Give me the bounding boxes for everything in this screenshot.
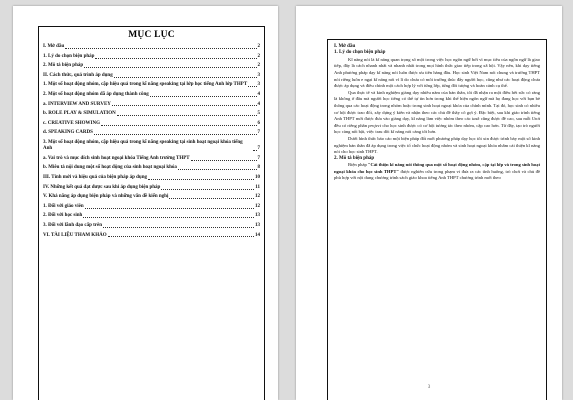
toc-entry-title: a. INTERVIEW AND SURVEY <box>43 101 111 107</box>
toc-entry[interactable] <box>43 121 260 127</box>
toc-entry[interactable] <box>43 92 260 98</box>
bold-title: "Cải thiện kĩ năng nói thông qua một số hoạt động nhóm, cặp tại lớp và trong sinh hoạt ngoại khóa cho học sinh THPT" <box>334 162 540 174</box>
page-number: 3 <box>427 385 431 390</box>
paragraph-text: đều có riêng phần <box>334 122 368 128</box>
toc-entry[interactable] <box>43 223 260 229</box>
toc-entry[interactable] <box>43 194 260 200</box>
toc-leader-dots <box>65 48 256 49</box>
toc-page-number: 14 <box>255 232 260 238</box>
paragraph <box>334 90 540 136</box>
section-heading-description: 2. Mô tả biện pháp <box>334 155 375 161</box>
toc-frame <box>38 26 265 400</box>
toc-entry[interactable] <box>43 140 260 153</box>
toc-page-number: 11 <box>255 184 260 190</box>
toc-page-number: 13 <box>255 213 260 219</box>
toc-entry-title: d. SPEAKING CARDS <box>43 130 93 136</box>
toc-page-number: 7 <box>257 146 260 152</box>
toc-entry[interactable] <box>43 233 260 239</box>
italic-term: project <box>368 122 382 128</box>
toc-list <box>43 44 260 239</box>
content-frame <box>327 39 547 400</box>
toc-entry[interactable] <box>43 111 260 117</box>
content-page <box>296 6 562 400</box>
toc-entry-title: 2. Mô tả biện pháp <box>43 63 84 69</box>
toc-entry[interactable] <box>43 54 260 60</box>
toc-entry-title: 1. Lý do chọn biện pháp <box>43 53 95 59</box>
toc-entry[interactable] <box>43 156 260 162</box>
toc-leader-dots <box>112 105 257 106</box>
toc-entry-title: IV. Những kết quả đạt được sau khi áp dụng biện pháp <box>43 184 161 190</box>
toc-leader-dots <box>169 198 254 199</box>
toc-leader-dots <box>108 236 254 237</box>
toc-entry-title: II. Cách thức, quá trình áp dụng <box>43 72 113 78</box>
paragraph <box>334 162 540 182</box>
toc-leader-dots <box>85 208 254 209</box>
toc-leader-dots <box>178 169 257 170</box>
section-heading-reason: 1. Lý do chọn biện pháp <box>334 50 386 56</box>
toc-entry[interactable] <box>43 82 260 88</box>
toc-page-number: 13 <box>255 222 260 228</box>
paragraph-text: cho học sinh được có cơ hội tương tác theo nhóm, cặp cao hơn. Từ đây, tạo trò người học càng nổi bật, việc trau dồi kĩ năng nói càng tốt hơn. <box>334 122 540 135</box>
toc-entry[interactable] <box>43 73 260 79</box>
toc-leader-dots <box>95 58 256 59</box>
toc-entry-title: 1. Đối với giáo viên <box>43 203 84 209</box>
toc-leader-dots <box>103 227 254 228</box>
toc-title: MỤC LỤC <box>128 30 175 40</box>
toc-leader-dots <box>161 189 254 190</box>
toc-page-number: 4 <box>257 101 260 107</box>
section-heading-intro: I. Mở đầu <box>334 44 356 49</box>
toc-leader-dots <box>94 134 257 135</box>
toc-page-number: 2 <box>257 63 260 69</box>
toc-leader-dots <box>248 86 256 87</box>
toc-page-number: 10 <box>255 175 260 181</box>
toc-page-number: 5 <box>257 111 260 117</box>
toc-page-number: 12 <box>255 203 260 209</box>
italic-term: Unit <box>531 116 541 122</box>
toc-entry-title: b. Miêu tả nội dung một số hoạt động của sinh hoạt ngoại khóa <box>43 165 177 171</box>
toc-entry-title: III. Tính mới và hiệu quả của biện pháp áp dụng <box>43 175 147 181</box>
toc-leader-dots <box>83 217 254 218</box>
toc-entry-title: a. Vai trò và mục đích sinh hoạt ngoại khóa Tiếng Anh trường THPT <box>43 155 190 161</box>
toc-leader-dots <box>101 125 257 126</box>
paragraph-text: được nghiên cứu trong phạm vi đưa ra các tình huống, trò chơi và chủ đề phù hợp với nội dung chương trình sách giáo khoa tiếng Anh THPT chương trình mới theo <box>334 168 540 181</box>
toc-entry[interactable] <box>43 213 260 219</box>
toc-page-number: 7 <box>257 130 260 136</box>
paragraph: Dưới hình thức báo cáo một biện pháp đổi mới phương pháp dạy học tôi xin được trình bày một số kinh nghiệm bản thân đã áp dụng trong việc tổ chức hoạt động nhóm và sinh hoạt ngoại khóa nhằm cải thiện kĩ năng nói cho học sinh THPT. <box>334 135 540 155</box>
toc-page-number: 8 <box>257 165 260 171</box>
toc-entry-title: 3. Đối với lãnh đạo cấp trên <box>43 222 103 228</box>
toc-page-number: 2 <box>257 53 260 59</box>
toc-page <box>13 6 278 400</box>
toc-entry-title: 3. Một số hoạt động nhóm, cặp hiệu quả trong kĩ năng speaking tại sinh hoạt ngoại khóa tiếng Anh <box>43 139 243 152</box>
paragraph: Kĩ năng nói là kĩ năng quan trọng số một trong việc học ngôn ngữ bởi vì mục tiêu của ngôn ngữ là giao tiếp, đây là cách nhanh nhất và nhanh nhất trong mọi hình thức giao tiếp trong xã hội. Vậy nên, khi dạy tiếng Anh phương pháp dạy kĩ năng nói luôn được ưu tiên hàng đầu. Học sinh Việt Nam nói chung và trường THPT nói riêng luôn e ngại kĩ năng nói vì lí do chưa có môi trường thúc đẩy người học, cũng như các hoạt động chưa được áp dụng và điều chỉnh một cách hợp lý với từng lớp, từng đối tượng và hoàn cảnh cụ thể. <box>334 56 540 89</box>
paragraph-text: Biện pháp <box>348 162 367 168</box>
toc-page-number: 2 <box>257 44 260 49</box>
toc-page-number: 3 <box>257 82 260 88</box>
toc-page-number: 12 <box>255 194 260 200</box>
toc-leader-dots <box>148 179 254 180</box>
toc-entry-title: V. Khả năng áp dụng biện pháp và những vấn đề kiến nghị <box>43 194 169 200</box>
toc-entry[interactable] <box>43 130 260 136</box>
toc-leader-dots <box>114 77 257 78</box>
toc-leader-dots <box>191 160 257 161</box>
paragraph-text: Qua thực tế và kinh nghiệm giảng dạy nhiều năm của bản thân, tôi đã nhận ra một điều hết sức có ràng là không ở đâu mà người học tiếng có thể tự tin hơn trong khi thể hiện ngôn ngữ mà họ đang học với bạn bè thông qua các hoạt động trong nhóm hoặc trong sinh hoạt ngoại khóa của chính mình. Tại đó, học sinh có nhiều cơ hội được trao đổi, xây dựng ý kiến và nhận theo các chủ đề thầy cô gợi ý. Đặc biệt, sau khi giáo trình tiếng Anh THPT mới được đưa vào giảng dạy, kĩ năng làm việc nhóm theo các <box>334 89 540 122</box>
toc-leader-dots <box>150 96 257 97</box>
paragraph-text: cũng được đề cao, sau mỗi <box>480 116 531 122</box>
toc-entry-title: c. CREATIVE SHOWING <box>43 120 100 126</box>
toc-entry[interactable] <box>43 175 260 181</box>
toc-entry-title: VI. TÀI LIỆU THAM KHẢO <box>43 232 107 238</box>
toc-entry-title: I. Mở đầu <box>43 44 65 49</box>
toc-entry-title: b. ROLE PLAY & SIMULATION <box>43 111 116 117</box>
toc-entry[interactable] <box>43 204 260 210</box>
toc-page-number: 3 <box>257 72 260 78</box>
toc-entry-title: 1. Một số hoạt động nhóm, cặp hiệu quả trong kĩ năng speaking tại lớp học tiếng Anh lớp THPT <box>43 82 248 88</box>
toc-leader-dots <box>253 150 257 151</box>
toc-entry[interactable] <box>43 44 260 50</box>
toc-entry[interactable] <box>43 185 260 191</box>
toc-entry-title: 2. Một số hoạt động nhóm đã áp dụng thành công <box>43 91 149 97</box>
toc-page-number: 4 <box>257 91 260 97</box>
toc-entry[interactable] <box>43 63 260 69</box>
italic-term: task <box>471 116 480 122</box>
toc-page-number: 6 <box>257 120 260 126</box>
toc-entry[interactable] <box>43 102 260 108</box>
toc-leader-dots <box>84 67 256 68</box>
toc-entry-title: 2. Đối với học sinh <box>43 213 83 219</box>
toc-leader-dots <box>117 115 257 116</box>
toc-page-number: 7 <box>257 155 260 161</box>
toc-entry[interactable] <box>43 165 260 171</box>
